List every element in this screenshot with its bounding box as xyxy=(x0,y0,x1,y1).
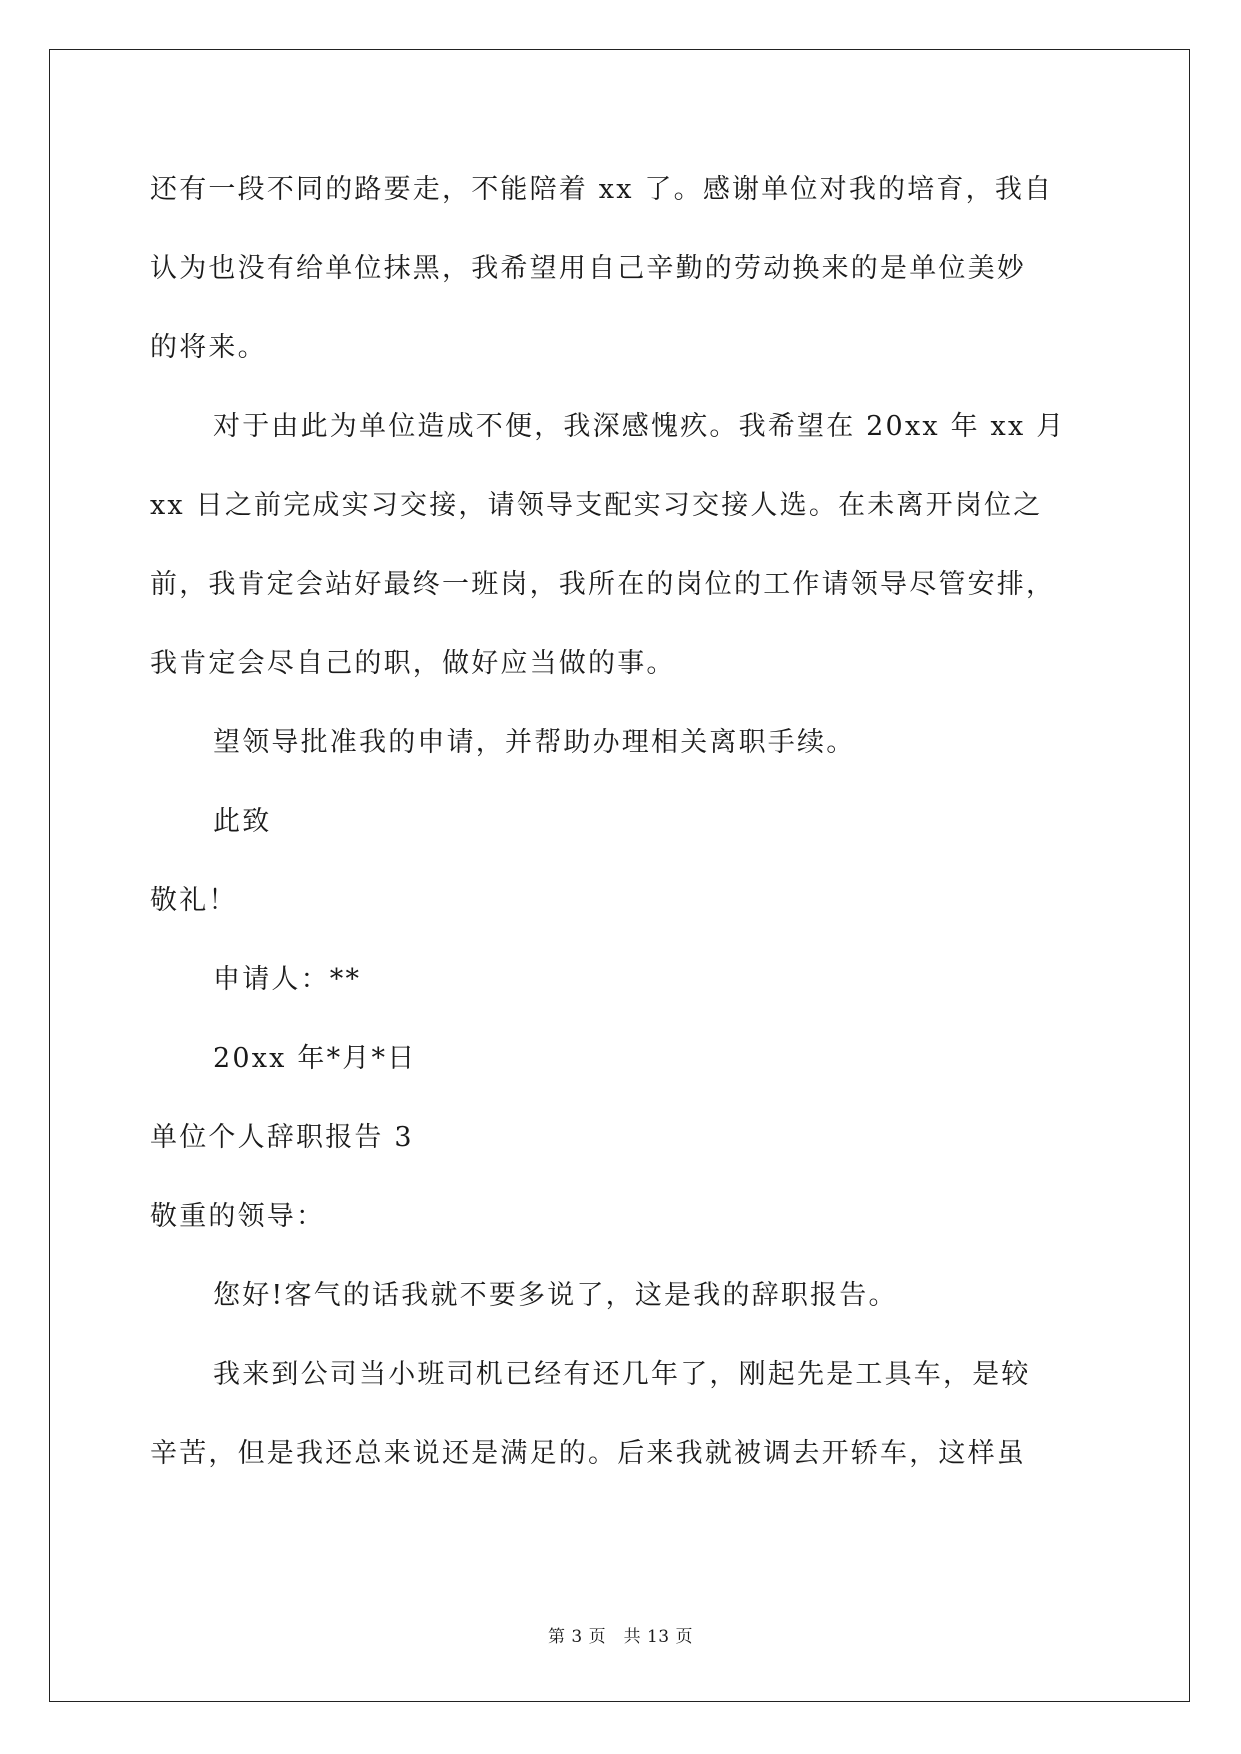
section-title: 单位个人辞职报告 3 xyxy=(150,1122,414,1153)
body-line: xx 日之前完成实习交接，请领导支配实习交接人选。在未离开岗位之 xyxy=(150,490,1043,521)
applicant-line: 申请人：** xyxy=(213,964,362,995)
page-number-footer: 第 3 页 共 13 页 xyxy=(547,1627,694,1647)
body-line: 望领导批准我的申请，并帮助办理相关离职手续。 xyxy=(213,727,856,758)
body-line: 前，我肯定会站好最终一班岗，我所在的岗位的工作请领导尽管安排， xyxy=(150,569,1056,600)
greeting-line: 敬重的领导： xyxy=(150,1201,326,1232)
body-line: 您好!客气的话我就不要多说了，这是我的辞职报告。 xyxy=(213,1280,898,1311)
body-line: 对于由此为单位造成不便，我深感愧疚。我希望在 20xx 年 xx 月 xyxy=(213,411,1066,442)
body-line: 辛苦，但是我还总来说还是满足的。后来我就被调去开轿车，这样虽 xyxy=(150,1438,1026,1469)
closing-salutation: 此致 xyxy=(213,806,272,837)
body-line: 的将来。 xyxy=(150,332,267,363)
body-line: 还有一段不同的路要走，不能陪着 xx 了。感谢单位对我的培育，我自 xyxy=(150,174,1054,205)
body-line: 我肯定会尽自己的职，做好应当做的事。 xyxy=(150,648,676,679)
body-line: 认为也没有给单位抹黑，我希望用自己辛勤的劳动换来的是单位美妙 xyxy=(150,253,1026,284)
body-line: 我来到公司当小班司机已经有还几年了，刚起先是工具车，是较 xyxy=(213,1359,1031,1390)
closing-regards: 敬礼！ xyxy=(150,885,238,916)
date-line: 20xx 年*月*日 xyxy=(213,1043,417,1074)
